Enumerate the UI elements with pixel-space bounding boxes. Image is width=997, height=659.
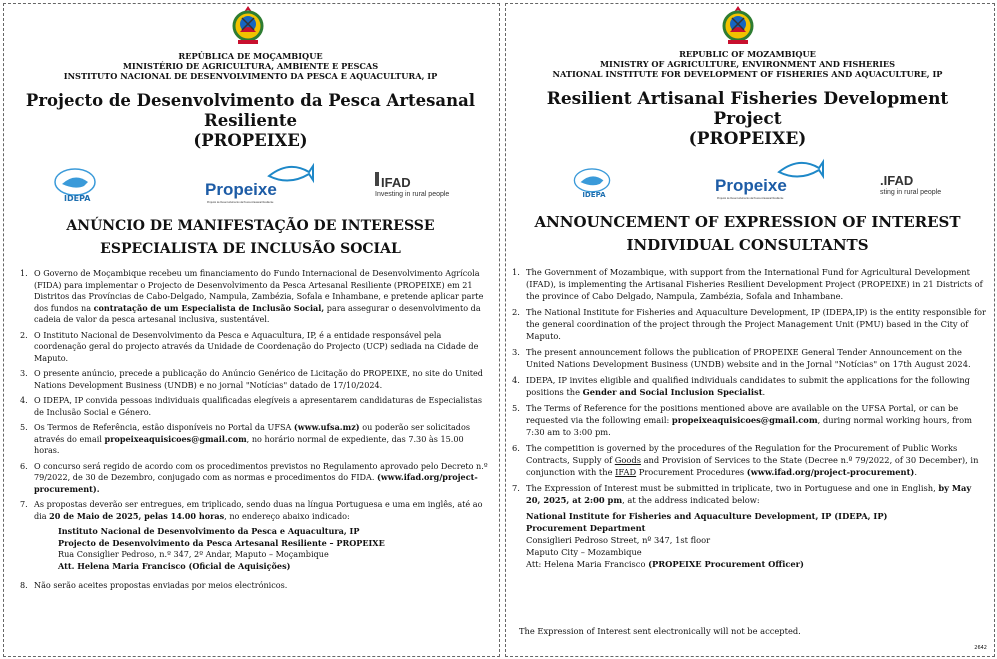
project-title: Projecto de Desenvolvimento da Pesca Artesanal Resiliente <box>25 91 476 130</box>
list-item: 2. The National Institute for Fisheries and Aquaculture Development, IP (IDEPA,IP) is the entity responsible for the general coordination of the project through the Project Management Unit (PMU) based in the City of Maputo. <box>512 307 986 341</box>
logo-row <box>570 158 970 206</box>
list-item: 7. The Expression of Interest must be submitted in triplicate, two in Portuguese and one in English, by May 20, 2025, at 2:00 pm, at the address indicated below: National Institute for Fisheries and Aquaculture Development, IP (IDEPA, IP) Procurement Department Consiglieri Pedroso Street, nº 347, 1st floor Maputo City – Mozambique Att: Helena Maria Francisco (PROPEIXE Procurement Officer) <box>510 482 988 570</box>
propeixe-logo-subtitle: Projecto de Desenvolvimento da Pesca Artesanal Resiliente <box>207 201 274 204</box>
announcement-subtitle: ESPECIALISTA DE INCLUSÃO SOCIAL <box>100 241 401 257</box>
mozambique-emblem-icon <box>720 4 756 46</box>
ifad-logo-text: .IFAD <box>880 173 914 188</box>
ministry-name: MINISTÉRIO DE AGRICULTURA, AMBIENTE E PESCAS <box>122 61 379 71</box>
ifad-tagline: sting in rural people <box>880 189 942 196</box>
ifad-wheat-icon <box>375 172 379 186</box>
propeixe-logo-text: Propeixe <box>205 180 277 199</box>
project-acronym: (PROPEIXE) <box>193 131 308 150</box>
delivery-address: National Institute for Fisheries and Aquaculture Development, IP (IDEPA, IP) Procurement Department Consiglieri Pedroso Street, nº 347, 1st floor Maputo City – Mozambique Att: Helena Maria Francisco (PROPEIXE Procurement Officer) <box>526 511 888 569</box>
list-item: 3. O presente anúncio, precede a publicação do Anúncio Genérico de Licitação do PROPEIXE, no site do United Nations Development Business (UNDB) e no jornal "Notícias" datado de 17/10/2024. <box>20 368 483 390</box>
list-item: 7. As propostas deverão ser entregues, em triplicado, sendo duas na língua Portuguesa e uma em inglês, até ao dia 20 de Maio de 2025, pelas 14.00 horas, no endereço abaixo indicado: Instituto Nacional de Desenvolvimento da Pesca e Aquacultura, IP Projecto de Desenvolvimento da Pesca Artesanal Resiliente – PROPEIXE Rua Consiglier Pedroso, n.º 347, 2º Andar, Maputo – Moçambique Att. Helena Maria Francisco (Oficial de Aquisições) <box>18 499 488 572</box>
announcement-title: ANÚNCIO DE MANIFESTAÇÃO DE INTERESSE <box>66 218 435 234</box>
list-item: 5. Os Termos de Referência, estão disponíveis no Portal da UFSA (www.ufsa.mz) ou poderão ser solicitados através do email propeixeaquisicoes@gmail.com, no horário normal de expediente, das 7.30 às 15.00 horas. <box>20 422 471 455</box>
ifad-logo-text: IFAD <box>381 175 411 190</box>
list-item: 1. The Government of Mozambique, with support from the International Fund for Agricultural Development (IFAD), is implementing the Artisanal Fisheries Resilient Development Project (PROPEIXE) in 21 Districts of the province of Cabo Delgado, Nampula, Zambézia, Sofala and Inhambane. <box>512 267 983 301</box>
ifad-logo <box>375 172 449 198</box>
ifad-tagline: Investing in rural people <box>375 191 450 198</box>
ministry-name: MINISTRY OF AGRICULTURE, ENVIRONMENT AND FISHERIES <box>599 59 896 69</box>
list-item: 3. The present announcement follows the publication of PROPEIXE General Tender Announcement on the United Nations Development Business (UNDB) website and in the Jornal "Notícias" on 17th August 2024. <box>512 347 971 369</box>
list-item: 5. The Terms of Reference for the positions mentioned above are available on the UFSA Portal, or can be requested via the following email: propeixeaquisicoes@gmail.com, during normal working hours, from 7:30 am to 3:00 pm. <box>512 403 972 437</box>
list-item: 2. O Instituto Nacional de Desenvolvimento da Pesca e Aquacultura, IP, é a entidade responsável pela coordenação geral do projecto através da Unidade de Coordenação do Projecto (UCP) sediada na Cidade de Maputo. <box>20 329 479 363</box>
ifad-logo <box>880 170 941 196</box>
institute-name: INSTITUTO NACIONAL DE DESENVOLVIMENTO DA PESCA E AQUACULTURA, IP <box>63 71 438 81</box>
page-number: 2642 <box>974 645 987 651</box>
project-title: Resilient Artisanal Fisheries Development Project <box>546 89 949 129</box>
list-item: 6. O concurso será regido de acordo com os procedimentos previstos no Regulamento aprovado pelo Decreto n.º 79/2022, de 30 de Dezembro, conjugado com as normas e procedimentos do FIDA. (www.ifad.org/project-procurement). <box>20 460 488 494</box>
idepa-logo-text: IDEPA <box>64 194 91 203</box>
list-item: 4. O IDEPA, IP convida pessoas individuais qualificadas elegíveis a apresentarem candidaturas de Especialistas de Inclusão Social e Género. <box>20 395 483 417</box>
idepa-logo-text: IDEPA <box>582 190 606 200</box>
list-item: 8. Não serão aceites propostas enviadas por meios electrónicos. <box>20 580 288 590</box>
idepa-logo-icon <box>50 166 100 204</box>
country-name: REPUBLIC OF MOZAMBIQUE <box>679 49 816 59</box>
institute-name: NATIONAL INSTITUTE FOR DEVELOPMENT OF FISHERIES AND AQUACULTURE, IP <box>552 69 943 79</box>
list-item: 6. The competition is governed by the procedures of the Regulation for the Procurement of Public Works Contracts, Supply of Goods and Provision of Services to the State (Decree n.º 79/2022, of 30 December), in conjunction with the IFAD Procurement Procedures (www.ifad.org/project-procurement). <box>512 443 979 477</box>
idepa-logo-icon <box>570 164 614 202</box>
delivery-address: Instituto Nacional de Desenvolvimento da Pesca e Aquacultura, IP Projecto de Desenvolvimento da Pesca Artesanal Resiliente – PROPEIXE Rua Consiglier Pedroso, n.º 347, 2º Andar, Maputo – Moçambique Att. Helena Maria Francisco (Oficial de Aquisições) <box>58 526 385 571</box>
announcement-subtitle: INDIVIDUAL CONSULTANTS <box>626 236 869 254</box>
list-item: 1. O Governo de Moçambique recebeu um financiamento do Fundo Internacional de Desenvolvimento Agrícola (FIDA) para implementar o Projecto de Desenvolvimento da Pesca Artesanal Resiliente (PROPEIXE) em 21 Distritos das Províncias de Cabo-Delgado, Nampula, Zambézia, Sofala e Inhambane, e pretende aplicar parte dos fundos na contratação de um Especialista de Inclusão Social, para assegurar o desenvolvimento da cadeia de valor da pesca artesanal inclusiva, sustentável. <box>20 268 484 324</box>
closing-note: The Expression of Interest sent electronically will not be accepted. <box>519 626 801 636</box>
propeixe-logo-text: Propeixe <box>715 176 787 195</box>
announcement-items <box>18 268 488 596</box>
propeixe-logo <box>205 170 315 204</box>
country-name: REPÚBLICA DE MOÇAMBIQUE <box>178 51 323 61</box>
list-item: 4. IDEPA, IP invites eligible and qualified individuals candidates to submit the applications for the following positions the Gender and Social Inclusion Specialist. <box>512 375 970 397</box>
logo-row <box>50 160 480 208</box>
announcement-items <box>510 266 988 574</box>
mozambique-emblem-icon <box>230 4 266 46</box>
propeixe-logo-subtitle: Projecto de Desenvolvimento da Pesca Artesanal Resiliente <box>717 197 784 200</box>
propeixe-logo <box>715 166 825 200</box>
project-acronym: (PROPEIXE) <box>688 129 807 149</box>
announcement-title: ANNOUNCEMENT OF EXPRESSION OF INTEREST <box>534 213 961 231</box>
